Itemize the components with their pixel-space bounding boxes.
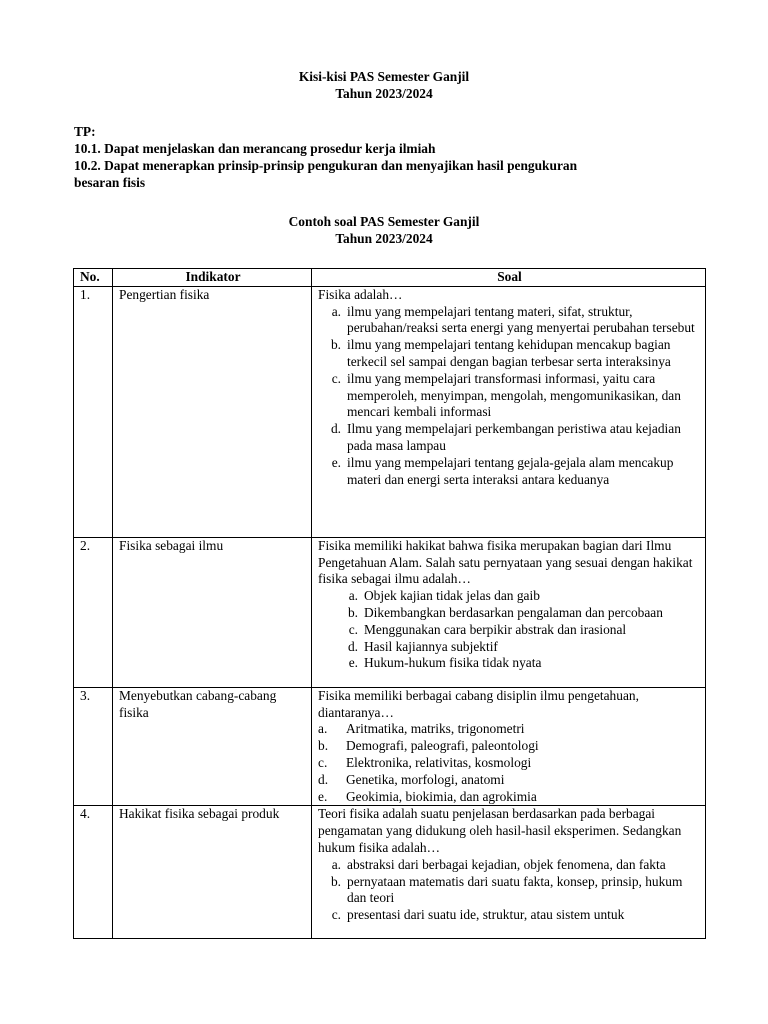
option-text: Dikembangkan berdasarkan pengalaman dan percobaan [364, 604, 663, 620]
option-text: ilmu yang mempelajari tentang materi, sifat, struktur, perubahan/reaksi serta energi yang menyertai perubahan tersebut [347, 303, 695, 336]
option-text: ilmu yang mempelajari tentang gejala-gejala alam mencakup materi dan energi serta interaksi antara keduanya [347, 454, 674, 487]
row-indikator: Hakikat fisika sebagai produk [113, 806, 312, 939]
option-marker: d. [330, 421, 341, 437]
header-no: No. [74, 269, 113, 287]
table-row [74, 286, 706, 537]
option-text: ilmu yang mempelajari tentang kehidupan mencakup bagian terkecil sel sampai dengan bagian terbesar serta interaksinya [347, 337, 671, 369]
option-item [318, 907, 701, 924]
option-item [318, 874, 701, 908]
option-item [318, 304, 701, 338]
question-stem: Fisika memiliki hakikat bahwa fisika merupakan bagian dari Ilmu Pengetahuan Alam. Salah satu pernyataan yang sesuai dengan hakikat fisika sebagai ilmu adalah… [318, 537, 693, 587]
row-soal [312, 687, 706, 806]
option-text: pernyataan matematis dari suatu fakta, konsep, prinsip, hukum dan teori [347, 873, 683, 906]
option-marker: e. [331, 454, 341, 470]
tp-label: TP: [74, 124, 96, 139]
tp-item-2-line-1: 10.2. Dapat menerapkan prinsip-prinsip pengukuran dan menyajikan hasil pengukuran [74, 158, 578, 173]
option-marker: a. [331, 303, 341, 319]
row-soal [312, 806, 706, 939]
row-soal [312, 537, 706, 687]
option-text: Ilmu yang mempelajari perkembangan peristiwa atau kejadian pada masa lampau [347, 421, 681, 453]
option-marker: b. [330, 337, 341, 353]
tp-item-1: 10.1. Dapat menjelaskan dan merancang prosedur kerja ilmiah [74, 141, 436, 156]
option-text: Genetika, morfologi, anatomi [346, 771, 505, 787]
row-number: 4. [74, 806, 113, 939]
option-marker: b. [330, 873, 341, 889]
option-marker: a. [318, 721, 328, 737]
option-item [318, 605, 701, 622]
option-item [318, 455, 701, 489]
option-item [318, 857, 701, 874]
row-number: 1. [74, 286, 113, 537]
section-year: Tahun 2023/2024 [335, 231, 433, 246]
section-title: Contoh soal PAS Semester Ganjil [288, 214, 480, 229]
option-text: Demografi, paleografi, paleontologi [346, 738, 539, 754]
option-text: Menggunakan cara berpikir abstrak dan irasional [364, 621, 627, 637]
header-indikator: Indikator [113, 269, 312, 287]
table-row [74, 806, 706, 939]
option-marker: d. [318, 771, 329, 787]
row-number: 3. [74, 687, 113, 806]
option-item [318, 655, 701, 672]
option-item [318, 588, 701, 605]
option-text: Hasil kajiannya subjektif [364, 638, 498, 654]
table-row [74, 537, 706, 687]
question-stem: Fisika memiliki berbagai cabang disiplin ilmu pengetahuan, diantaranya… [318, 687, 639, 720]
question-stem: Teori fisika adalah suatu penjelasan berdasarkan pada berbagai pengamatan yang didukung oleh hasil-hasil eksperimen. Sedangkan hukum fisika adalah… [318, 806, 682, 855]
table-row [74, 687, 706, 806]
option-text: abstraksi dari berbagai kejadian, objek fenomena, dan fakta [347, 856, 666, 872]
option-text: Geokimia, biokimia, dan agrokimia [346, 788, 537, 804]
option-marker: c. [348, 621, 358, 637]
row-soal [312, 286, 706, 537]
option-item [318, 337, 701, 371]
option-marker: e. [318, 788, 328, 804]
option-item [318, 721, 701, 738]
row-number: 2. [74, 537, 113, 687]
option-text: Objek kajian tidak jelas dan gaib [364, 588, 540, 604]
option-text: ilmu yang mempelajari transformasi informasi, yaitu cara memperoleh, menyimpan, mengolah, mengomunikasikan, dan mencari kembali informasi [347, 370, 681, 420]
option-item [318, 738, 701, 755]
row-indikator: Pengertian fisika [113, 286, 312, 537]
option-item [318, 421, 701, 455]
option-marker: c. [331, 907, 341, 923]
table-header-row [74, 269, 706, 287]
header-soal: Soal [312, 269, 706, 287]
option-marker: b. [318, 738, 329, 754]
document-year: Tahun 2023/2024 [335, 86, 433, 101]
tp-item-2-line-2: besaran fisis [74, 175, 146, 190]
option-item [318, 639, 701, 656]
option-item [318, 755, 701, 772]
option-item [318, 789, 701, 806]
option-item [318, 371, 701, 421]
option-text: Elektronika, relativitas, kosmologi [346, 754, 532, 770]
option-marker: a. [331, 856, 341, 872]
option-text: presentasi dari suatu ide, struktur, atau sistem untuk [347, 907, 625, 923]
option-marker: e. [348, 655, 358, 671]
option-marker: a. [348, 588, 358, 604]
question-stem: Fisika adalah… [318, 286, 403, 302]
option-marker: c. [318, 754, 328, 770]
option-marker: b. [347, 604, 358, 620]
option-text: Hukum-hukum fisika tidak nyata [364, 655, 542, 671]
question-table [73, 268, 706, 939]
row-indikator: Menyebutkan cabang-cabang fisika [113, 687, 312, 806]
document-title: Kisi-kisi PAS Semester Ganjil [298, 69, 470, 84]
option-marker: d. [347, 638, 358, 654]
option-item [318, 772, 701, 789]
option-item [318, 622, 701, 639]
option-text: Aritmatika, matriks, trigonometri [346, 721, 525, 737]
option-marker: c. [331, 370, 341, 386]
row-indikator: Fisika sebagai ilmu [113, 537, 312, 687]
